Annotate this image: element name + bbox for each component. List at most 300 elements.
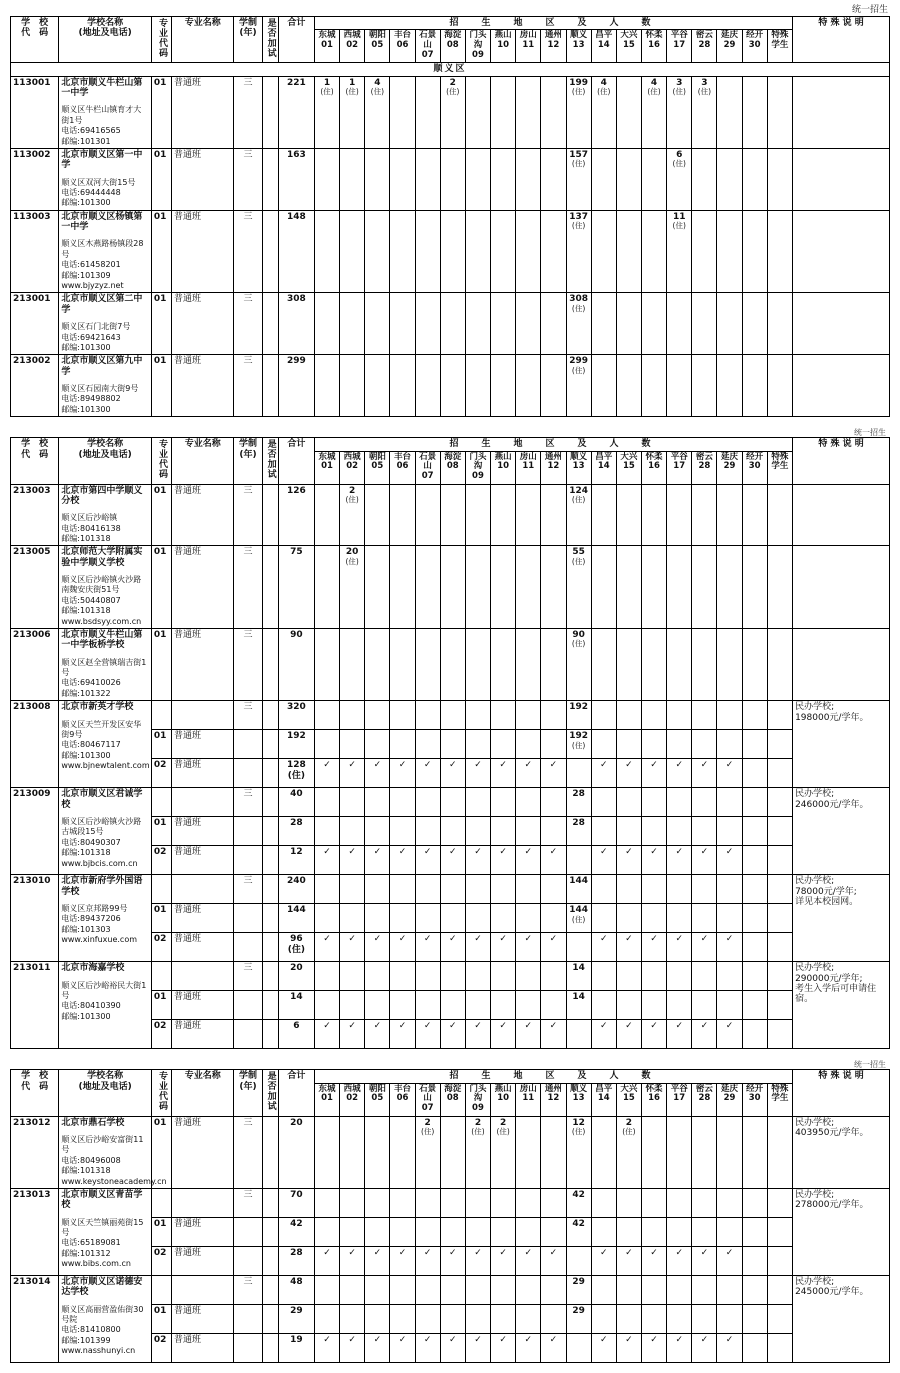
school-name-address: 北京市新府学外国语学校 顺义区京邦路99号 电话:89437206 邮编:101303 www.xinfuxue.com — [59, 875, 152, 962]
region-cell-11 — [516, 904, 541, 933]
region-cell-01: 1 (住) — [314, 76, 339, 148]
region-cell-06 — [390, 962, 415, 991]
xuezhi — [234, 730, 262, 759]
page-top-note: 统一招生 — [851, 5, 888, 15]
header-region-11: 房山 11 — [516, 1083, 541, 1116]
region-cell-15 — [616, 817, 641, 846]
region-cell-10 — [491, 484, 516, 546]
region-cell-02 — [340, 355, 365, 417]
region-cell-13: 29 — [566, 1304, 591, 1333]
xuezhi: 三 — [234, 148, 262, 210]
region-cell-17 — [667, 817, 692, 846]
xuezhi: 三 — [234, 484, 262, 546]
region-cell-12: ✓ — [541, 1020, 566, 1049]
region-cell-30 — [742, 788, 767, 817]
region-cell-02 — [340, 1217, 365, 1246]
special-note — [793, 629, 890, 701]
major-name: 普通班 — [172, 76, 234, 148]
region-cell-10 — [491, 629, 516, 701]
region-cell-01 — [314, 546, 339, 629]
region-cell-16 — [641, 962, 666, 991]
major-name: 普通班 — [172, 293, 234, 355]
school-code: 213009 — [11, 788, 59, 875]
region-cell-15: ✓ — [616, 1020, 641, 1049]
xuezhi: 三 — [234, 1116, 262, 1188]
region-cell-06 — [390, 701, 415, 730]
region-cell-15 — [616, 1275, 641, 1304]
region-cell-17 — [667, 1275, 692, 1304]
region-cell-28 — [692, 730, 717, 759]
region-cell-01 — [314, 788, 339, 817]
school-name-address: 北京市顺义区第一中学 顺义区双河大街15号 电话:69444448 邮编:101300 — [59, 148, 152, 210]
region-cell-17: ✓ — [667, 846, 692, 875]
region-cell-06 — [390, 1217, 415, 1246]
region-cell-16 — [641, 629, 666, 701]
header-region-30: 经开 30 — [742, 30, 767, 63]
region-cell-special — [767, 1020, 792, 1049]
region-cell-30 — [742, 355, 767, 417]
admissions-table-1 — [10, 16, 890, 417]
region-cell-17 — [667, 904, 692, 933]
total-count: 299 — [278, 355, 314, 417]
region-cell-16: ✓ — [641, 1333, 666, 1362]
region-cell-02 — [340, 629, 365, 701]
region-cell-29: ✓ — [717, 846, 742, 875]
region-cell-01 — [314, 148, 339, 210]
region-cell-01: ✓ — [314, 1333, 339, 1362]
tables-root — [0, 16, 900, 1363]
region-cell-14 — [591, 788, 616, 817]
header-region-01: 东城 01 — [314, 30, 339, 63]
region-cell-15 — [616, 962, 641, 991]
xuezhi: 三 — [234, 1275, 262, 1304]
region-cell-special — [767, 701, 792, 730]
region-cell-12 — [541, 701, 566, 730]
header-region-16: 怀柔 16 — [641, 30, 666, 63]
region-cell-14: ✓ — [591, 933, 616, 962]
school-name-address: 北京市顺义区第二中学 顺义区石门北街7号 电话:69421643 邮编:101300 — [59, 293, 152, 355]
region-cell-11 — [516, 817, 541, 846]
region-cell-13 — [566, 1246, 591, 1275]
region-cell-13: 137 (住) — [566, 210, 591, 293]
major-code: 01 — [151, 148, 171, 210]
region-cell-13 — [566, 759, 591, 788]
table-row — [11, 76, 890, 148]
major-code: 01 — [151, 817, 171, 846]
region-cell-13: 144 (住) — [566, 904, 591, 933]
region-cell-05 — [365, 875, 390, 904]
region-cell-14 — [591, 293, 616, 355]
region-cell-09: 2 (住) — [465, 1116, 490, 1188]
region-cell-14 — [591, 210, 616, 293]
header-region-28: 密云 28 — [692, 451, 717, 484]
total-count: 96 (住) — [278, 933, 314, 962]
region-cell-10 — [491, 904, 516, 933]
header-region-29: 延庆 29 — [717, 30, 742, 63]
school-code: 213013 — [11, 1188, 59, 1275]
major-name — [172, 1275, 234, 1304]
region-cell-10 — [491, 293, 516, 355]
region-cell-12: ✓ — [541, 1246, 566, 1275]
region-cell-28 — [692, 629, 717, 701]
region-cell-10: ✓ — [491, 1246, 516, 1275]
header-region-07: 石景山 07 — [415, 1083, 440, 1116]
jiashi — [262, 210, 278, 293]
region-cell-special — [767, 484, 792, 546]
region-cell-special — [767, 933, 792, 962]
region-cell-29 — [717, 1304, 742, 1333]
region-cell-16 — [641, 546, 666, 629]
table-header-row-1 — [11, 1070, 890, 1083]
total-count: 75 — [278, 546, 314, 629]
school-code: 213002 — [11, 355, 59, 417]
region-cell-28: ✓ — [692, 933, 717, 962]
region-cell-30 — [742, 730, 767, 759]
major-code: 02 — [151, 846, 171, 875]
region-cell-12: ✓ — [541, 846, 566, 875]
total-count: 42 — [278, 1217, 314, 1246]
total-count: 28 — [278, 1246, 314, 1275]
major-name: 普通班 — [172, 817, 234, 846]
header-region-06: 丰台 06 — [390, 451, 415, 484]
region-cell-05 — [365, 991, 390, 1020]
region-cell-13: 144 — [566, 875, 591, 904]
region-cell-08: ✓ — [440, 759, 465, 788]
school-code: 213010 — [11, 875, 59, 962]
region-cell-special — [767, 875, 792, 904]
xuezhi: 三 — [234, 962, 262, 991]
major-code: 01 — [151, 904, 171, 933]
section-label: 顺义区 — [11, 63, 890, 76]
region-cell-08: ✓ — [440, 1246, 465, 1275]
region-cell-09: ✓ — [465, 1246, 490, 1275]
region-cell-11 — [516, 355, 541, 417]
header-region-02: 西城 02 — [340, 1083, 365, 1116]
region-cell-29 — [717, 76, 742, 148]
jiashi — [262, 148, 278, 210]
region-cell-12 — [541, 148, 566, 210]
region-cell-06 — [390, 148, 415, 210]
region-cell-06: ✓ — [390, 1333, 415, 1362]
region-cell-16: ✓ — [641, 1020, 666, 1049]
special-note: 民办学校; 403950元/学年。 — [793, 1116, 890, 1188]
region-cell-06 — [390, 629, 415, 701]
xuezhi — [234, 1246, 262, 1275]
region-cell-30 — [742, 817, 767, 846]
region-cell-15 — [616, 730, 641, 759]
region-cell-06 — [390, 904, 415, 933]
jiashi — [262, 1116, 278, 1188]
region-cell-17: 11 (住) — [667, 210, 692, 293]
header-special-note: 特 殊 说 明 — [793, 17, 890, 63]
header-region-02: 西城 02 — [340, 451, 365, 484]
region-cell-07 — [415, 875, 440, 904]
region-cell-30 — [742, 1275, 767, 1304]
major-code: 01 — [151, 355, 171, 417]
header-major-name: 专业名称 — [172, 17, 234, 63]
school-code: 113001 — [11, 76, 59, 148]
major-name — [172, 962, 234, 991]
table-row — [11, 701, 890, 730]
table-row — [11, 1275, 890, 1304]
xuezhi — [234, 1333, 262, 1362]
region-cell-28 — [692, 1116, 717, 1188]
header-region-11: 房山 11 — [516, 451, 541, 484]
region-cell-01 — [314, 817, 339, 846]
region-cell-12 — [541, 904, 566, 933]
region-cell-15: ✓ — [616, 1333, 641, 1362]
region-cell-15: ✓ — [616, 846, 641, 875]
special-note — [793, 546, 890, 629]
major-code: 01 — [151, 293, 171, 355]
region-cell-09: ✓ — [465, 1333, 490, 1362]
region-cell-05: ✓ — [365, 1020, 390, 1049]
region-cell-09 — [465, 148, 490, 210]
region-cell-29: ✓ — [717, 759, 742, 788]
header-school-name: 学校名称 (地址及电话) — [59, 438, 152, 484]
total-count: 29 — [278, 1304, 314, 1333]
region-cell-13 — [566, 846, 591, 875]
region-cell-08 — [440, 991, 465, 1020]
region-cell-14 — [591, 1188, 616, 1217]
major-code — [151, 788, 171, 817]
region-cell-01 — [314, 484, 339, 546]
region-cell-28 — [692, 293, 717, 355]
major-code: 02 — [151, 759, 171, 788]
total-count: 126 — [278, 484, 314, 546]
region-cell-13: 124 (住) — [566, 484, 591, 546]
region-cell-15 — [616, 701, 641, 730]
region-cell-13: 199 (住) — [566, 76, 591, 148]
major-name: 普通班 — [172, 759, 234, 788]
region-cell-15 — [616, 1217, 641, 1246]
region-cell-01: ✓ — [314, 1020, 339, 1049]
region-cell-15 — [616, 148, 641, 210]
region-cell-15: 2 (住) — [616, 1116, 641, 1188]
region-cell-08: 2 (住) — [440, 76, 465, 148]
region-cell-09 — [465, 1304, 490, 1333]
region-cell-12 — [541, 355, 566, 417]
total-count: 48 — [278, 1275, 314, 1304]
region-cell-30 — [742, 484, 767, 546]
region-cell-10 — [491, 962, 516, 991]
region-cell-05: ✓ — [365, 759, 390, 788]
region-cell-13 — [566, 1020, 591, 1049]
region-cell-17: ✓ — [667, 933, 692, 962]
region-cell-17 — [667, 484, 692, 546]
region-cell-07 — [415, 962, 440, 991]
region-cell-07 — [415, 991, 440, 1020]
jiashi — [262, 1275, 278, 1304]
school-code: 113003 — [11, 210, 59, 293]
header-special-note: 特 殊 说 明 — [793, 1070, 890, 1116]
major-name — [172, 875, 234, 904]
major-name: 普通班 — [172, 355, 234, 417]
region-cell-08 — [440, 817, 465, 846]
header-region-28: 密云 28 — [692, 30, 717, 63]
major-name: 普通班 — [172, 1304, 234, 1333]
region-cell-12 — [541, 76, 566, 148]
table-row — [11, 210, 890, 293]
major-code: 01 — [151, 1304, 171, 1333]
major-name — [172, 1188, 234, 1217]
region-cell-28 — [692, 788, 717, 817]
region-cell-17 — [667, 1304, 692, 1333]
region-cell-01 — [314, 355, 339, 417]
region-cell-02 — [340, 991, 365, 1020]
region-cell-16 — [641, 1116, 666, 1188]
header-major-name: 专业名称 — [172, 438, 234, 484]
region-cell-16 — [641, 1217, 666, 1246]
region-cell-02: 20 (住) — [340, 546, 365, 629]
header-school-name: 学校名称 (地址及电话) — [59, 17, 152, 63]
region-cell-05 — [365, 1275, 390, 1304]
region-cell-28 — [692, 546, 717, 629]
region-cell-02 — [340, 817, 365, 846]
region-cell-09: ✓ — [465, 846, 490, 875]
region-cell-02 — [340, 701, 365, 730]
region-cell-17 — [667, 991, 692, 1020]
region-cell-05 — [365, 701, 390, 730]
region-cell-16 — [641, 210, 666, 293]
region-cell-29 — [717, 788, 742, 817]
region-cell-08 — [440, 546, 465, 629]
jiashi — [262, 1188, 278, 1217]
school-name-address: 北京市顺义牛栏山第一中学板桥学校 顺义区赵全营镇瑞吉街1号 电话:69410026 邮编:101322 — [59, 629, 152, 701]
jiashi — [262, 846, 278, 875]
region-cell-07 — [415, 1275, 440, 1304]
header-region-09: 门头沟 09 — [465, 30, 490, 63]
special-note — [793, 355, 890, 417]
region-cell-13: 90 (住) — [566, 629, 591, 701]
region-cell-09 — [465, 788, 490, 817]
school-name-address: 北京市顺义区第九中学 顺义区石园南大街9号 电话:89498802 邮编:101300 — [59, 355, 152, 417]
region-cell-02: 2 (住) — [340, 484, 365, 546]
region-cell-29 — [717, 629, 742, 701]
region-cell-12 — [541, 546, 566, 629]
region-cell-30 — [742, 991, 767, 1020]
region-cell-29 — [717, 817, 742, 846]
region-cell-30 — [742, 148, 767, 210]
major-code: 02 — [151, 933, 171, 962]
region-cell-29: ✓ — [717, 933, 742, 962]
major-name: 普通班 — [172, 1116, 234, 1188]
region-cell-02 — [340, 962, 365, 991]
school-name-address: 北京市顺义区杨镇第一中学 顺义区木燕路杨镇段28号 电话:61458201 邮编:101309 www.bjyzyz.net — [59, 210, 152, 293]
major-code: 01 — [151, 629, 171, 701]
table-row — [11, 875, 890, 904]
region-cell-09 — [465, 701, 490, 730]
region-cell-special — [767, 148, 792, 210]
region-cell-30 — [742, 904, 767, 933]
region-cell-16 — [641, 991, 666, 1020]
region-cell-11 — [516, 991, 541, 1020]
header-total: 合计 — [278, 17, 314, 63]
region-cell-06 — [390, 788, 415, 817]
major-code: 02 — [151, 1333, 171, 1362]
region-cell-30 — [742, 1246, 767, 1275]
region-cell-07: ✓ — [415, 846, 440, 875]
region-cell-11 — [516, 76, 541, 148]
region-cell-special — [767, 759, 792, 788]
region-cell-28: 3 (住) — [692, 76, 717, 148]
major-name: 普通班 — [172, 1020, 234, 1049]
xuezhi — [234, 759, 262, 788]
region-cell-29 — [717, 1116, 742, 1188]
region-cell-29: ✓ — [717, 1246, 742, 1275]
header-region-02: 西城 02 — [340, 30, 365, 63]
region-cell-13 — [566, 933, 591, 962]
special-note — [793, 210, 890, 293]
region-cell-05 — [365, 210, 390, 293]
region-cell-special — [767, 1217, 792, 1246]
table-row — [11, 484, 890, 546]
region-cell-17 — [667, 293, 692, 355]
xuezhi: 三 — [234, 1188, 262, 1217]
header-region-07: 石景山 07 — [415, 451, 440, 484]
region-cell-07 — [415, 210, 440, 293]
region-cell-10: ✓ — [491, 933, 516, 962]
region-cell-15 — [616, 76, 641, 148]
region-cell-02 — [340, 1188, 365, 1217]
total-count: 6 — [278, 1020, 314, 1049]
region-cell-14 — [591, 730, 616, 759]
region-cell-14 — [591, 1304, 616, 1333]
region-cell-10 — [491, 817, 516, 846]
region-cell-05 — [365, 293, 390, 355]
region-cell-28 — [692, 1304, 717, 1333]
total-count: 144 — [278, 904, 314, 933]
special-note: 民办学校; 78000元/学年; 详见本校园网。 — [793, 875, 890, 962]
region-cell-08 — [440, 210, 465, 293]
header-region-10: 燕山 10 — [491, 1083, 516, 1116]
region-cell-11: ✓ — [516, 846, 541, 875]
region-cell-28: ✓ — [692, 846, 717, 875]
region-cell-01 — [314, 210, 339, 293]
jiashi — [262, 1304, 278, 1333]
region-cell-17 — [667, 629, 692, 701]
school-name-address: 北京市顺义区诺德安达学校 顺义区高丽营盈佑街30号院 电话:81410800 邮编:101399 www.nasshunyi.cn — [59, 1275, 152, 1362]
region-cell-14 — [591, 1275, 616, 1304]
header-major-code: 专业代码 — [151, 17, 171, 63]
region-cell-01 — [314, 1275, 339, 1304]
region-cell-28: ✓ — [692, 1333, 717, 1362]
region-cell-29 — [717, 210, 742, 293]
xuezhi — [234, 904, 262, 933]
region-cell-08 — [440, 788, 465, 817]
region-cell-01 — [314, 1116, 339, 1188]
region-cell-16 — [641, 875, 666, 904]
region-cell-30 — [742, 1188, 767, 1217]
region-cell-12: ✓ — [541, 1333, 566, 1362]
region-cell-10 — [491, 148, 516, 210]
jiashi — [262, 629, 278, 701]
region-cell-special — [767, 293, 792, 355]
region-cell-06: ✓ — [390, 846, 415, 875]
region-cell-01 — [314, 962, 339, 991]
region-cell-11 — [516, 1116, 541, 1188]
region-cell-14 — [591, 148, 616, 210]
region-cell-14 — [591, 1217, 616, 1246]
region-cell-29 — [717, 730, 742, 759]
region-cell-07 — [415, 788, 440, 817]
header-jiashi: 是否加试 — [262, 438, 278, 484]
region-cell-10: 2 (住) — [491, 1116, 516, 1188]
header-major-code: 专业代码 — [151, 1070, 171, 1116]
region-cell-16 — [641, 1188, 666, 1217]
region-cell-01: ✓ — [314, 1246, 339, 1275]
total-count: 128 (住) — [278, 759, 314, 788]
